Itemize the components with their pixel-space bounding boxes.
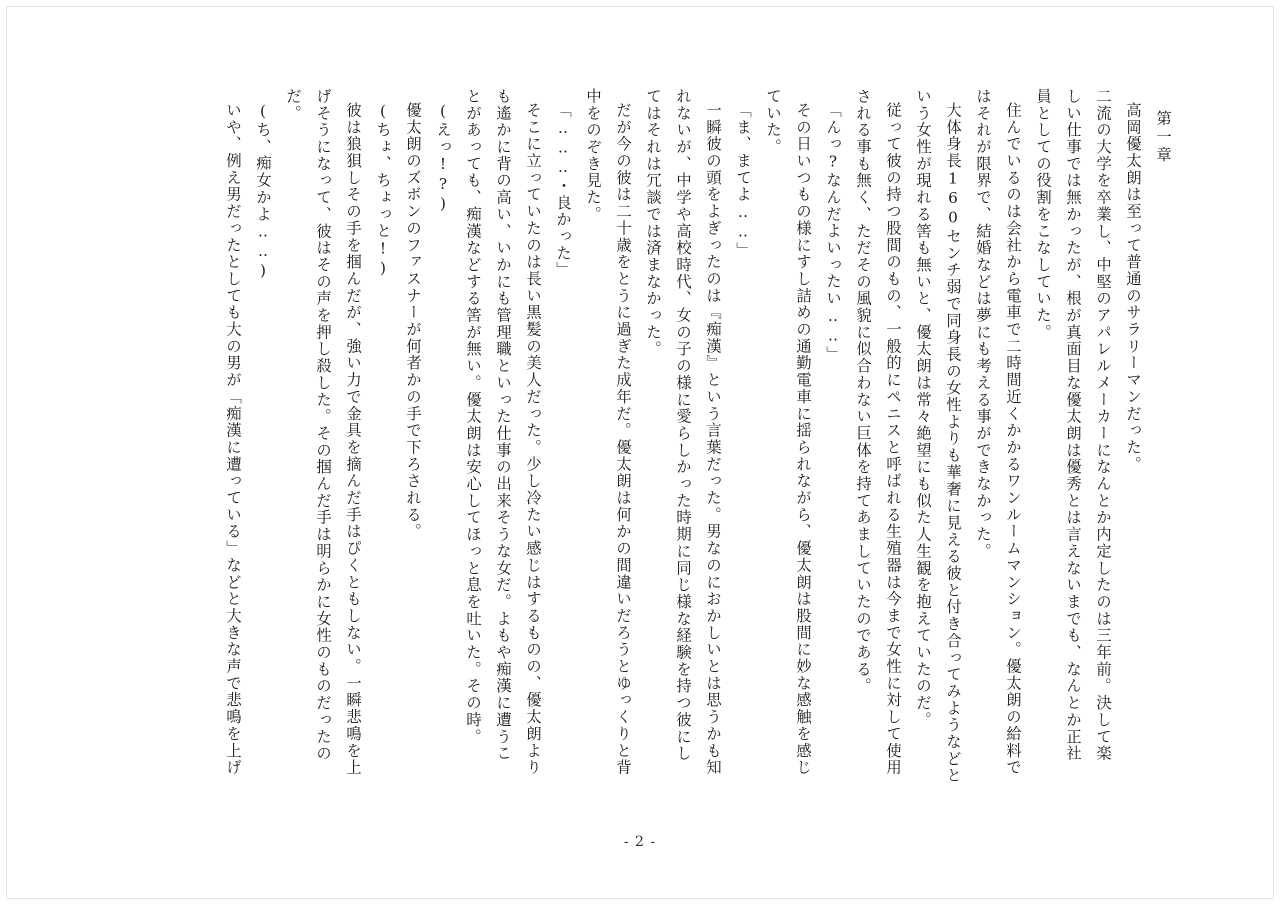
text-column: (ち、痴女かよ‥‥) — [254, 102, 272, 282]
text-column: てはそれは冗談では済まなかった。 — [644, 88, 662, 358]
text-column: 大体身長160センチ弱で同身長の女性よりも華奢に見える彼と付き合ってみようなどと — [944, 102, 962, 785]
text-column: 優太朗のズボンのファスナーが何者かの手で下ろされる。 — [404, 102, 422, 541]
text-column: (えっ!?) — [434, 102, 452, 214]
text-column: 員としての役割をこなしていた。 — [1034, 88, 1052, 341]
text-column: いう女性が現れる筈も無いと、優太朗は常々絶望にも似た人生観を抱えていたのだ。 — [914, 88, 932, 729]
text-column: れないが、中学や高校時代、女の子の様に愛らしかった時期に同じ様な経験を持つ彼にし — [674, 88, 692, 762]
text-column: される事も無く、ただその風貌に似合わない巨体を持てあましていたのである。 — [854, 88, 872, 695]
text-column: 彼は狼狽しその手を掴んだが、強い力で金具を摘んだ手はぴくともしない。一瞬悲鳴を上 — [344, 102, 362, 776]
chapter-heading: 第一章 — [1154, 110, 1172, 165]
text-column: (ちょ、ちょっと!) — [374, 102, 392, 279]
text-column: だ。 — [284, 88, 302, 122]
text-column: 高岡優太朗は至って普通のサラリーマンだった。 — [1124, 102, 1142, 473]
text-column: 「ま、まてよ‥‥」 — [734, 102, 752, 260]
page-number: - 2 - — [623, 834, 657, 850]
text-column: 中をのぞき見た。 — [584, 88, 602, 223]
text-column: 二流の大学を卒業し、中堅のアパレルメーカーになんとか内定したのは三年前。決して楽 — [1094, 88, 1112, 762]
text-column: げそうになって、彼はその声を押し殺した。その掴んだ手は明らかに女性のものだったの — [314, 88, 332, 762]
text-column: 「‥‥‥・良かった」 — [554, 102, 572, 279]
text-column: 「んっ?なんだよいったい‥‥」 — [824, 102, 842, 363]
text-column: しい仕事では無かったが、根が真面目な優太朗は優秀とは言えないまでも、なんとか正社 — [1064, 88, 1082, 762]
text-column: ていた。 — [764, 88, 782, 156]
vertical-text-body — [60, 88, 1170, 803]
text-column: いや、例え男だったとしても大の男が「痴漢に遭っている」などと大きな声で悲鳴を上げ — [224, 102, 242, 776]
text-column: はそれが限界で、結婚などは夢にも考える事ができなかった。 — [974, 88, 992, 560]
text-column: とがあっても、痴漢などする筈が無い。優太朗は安心してほっと息を吐いた。その時。 — [464, 88, 482, 746]
text-column: も遙かに背の高い、いかにも管理職といった仕事の出来そうな女だ。よもや痴漢に遭うこ — [494, 88, 512, 762]
text-column: 従って彼の持つ股間のもの、一般的にペニスと呼ばれる生殖器は今まで女性に対して使用 — [884, 102, 902, 776]
text-column: そこに立っていたのは長い黒髪の美人だった。少し冷たい感じはするものの、優太朗より — [524, 102, 542, 776]
text-column: 住んでいるのは会社から電車で二時間近くかかるワンルームマンション。優太朗の給料で — [1004, 102, 1022, 776]
text-column: その日いつもの様にすし詰めの通勤電車に揺られながら、優太朗は股間に妙な感触を感じ — [794, 102, 812, 776]
text-column: 一瞬彼の頭をよぎったのは『痴漢』という言葉だった。男なのにおかしいとは思うかも知 — [704, 102, 722, 776]
text-column: だが今の彼は二十歳をとうに過ぎた成年だ。優太朗は何かの間違いだろうとゆっくりと背 — [614, 102, 632, 776]
